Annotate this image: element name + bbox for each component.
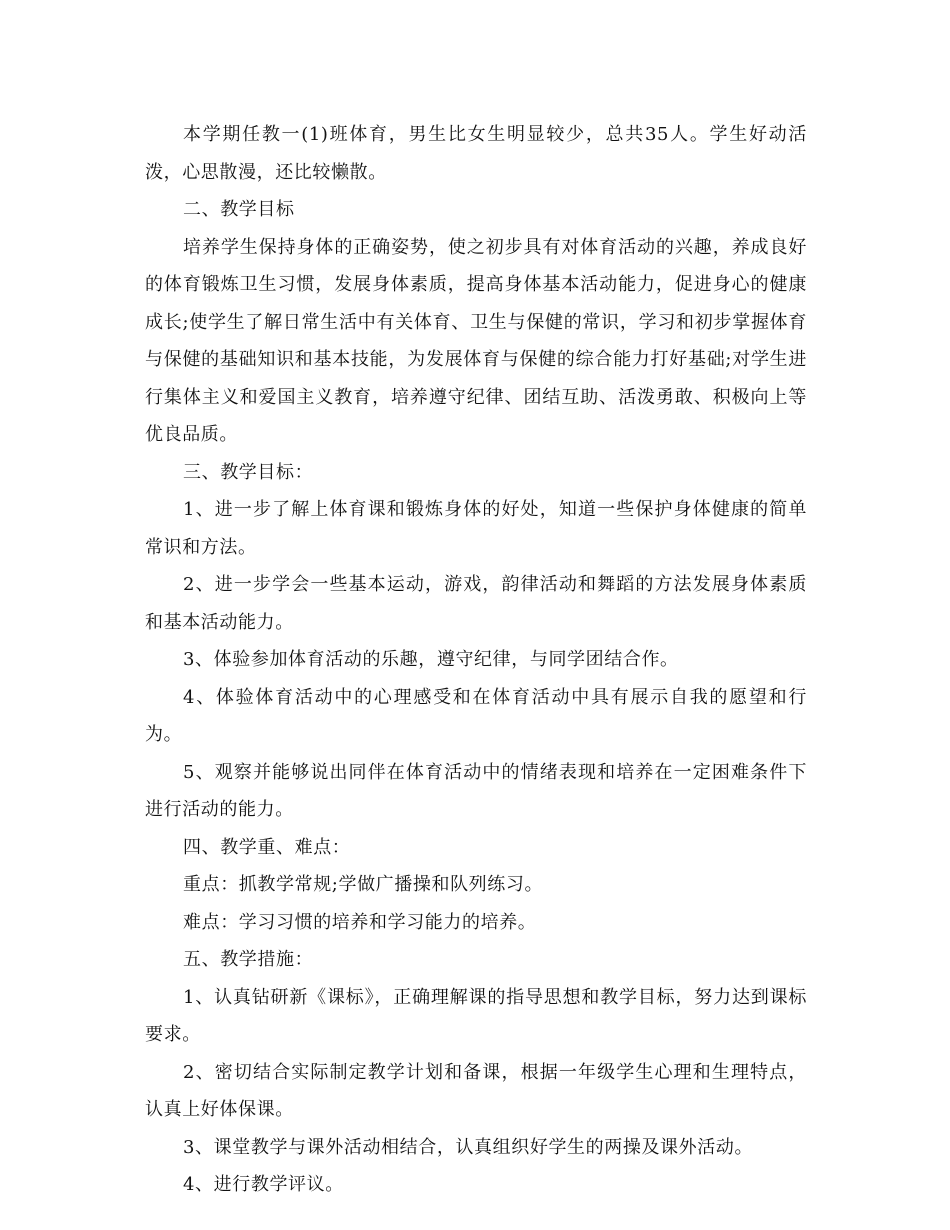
heading-key-points: 四、教学重、难点： [183,836,351,858]
objective-item-5: 5、观察并能够说出同伴在体育活动中的情绪表现和培养在一定困难条件下进行活动的能力。 [145,761,807,820]
objective-item-3: 3、体验参加体育活动的乐趣，遵守纪律，与同学团结合作。 [183,649,679,670]
heading-teaching-measures: 五、教学措施： [183,949,314,970]
objective-item-2: 2、进一步学会一些基本运动，游戏，韵律活动和舞蹈的方法发展身体素质和基本活动能力。 [145,574,807,633]
key-point-difficulty: 难点：学习习惯的培养和学习能力的培养。 [183,911,537,933]
heading-teaching-objectives: 三、教学目标： [183,461,314,483]
document-body [145,116,807,1204]
measure-item-3: 3、课堂教学与课外活动相结合，认真组织好学生的两操及课外活动。 [183,1136,754,1158]
paragraph-class-overview: 本学期任教一(1)班体育，男生比女生明显较少，总共35人。学生好动活泼，心思散漫，还比较懒散。 [145,124,807,183]
objective-item-1: 1、进一步了解上体育课和锻炼身体的好处，知道一些保护身体健康的简单常识和方法。 [145,499,807,558]
paragraph-goals-description: 培养学生保持身体的正确姿势，使之初步具有对体育活动的兴趣，养成良好的体育锻炼卫生习惯，发展身体素质，提高身体基本活动能力，促进身心的健康成长;使学生了解日常生活中有关体育、卫生与保健的常识，学习和初步掌握体育与保健的基础知识和基本技能，为发展体育与保健的综合能力打好基础;对学生进行集体主义和爱国主义教育，培养遵守纪律、团结互助、活泼勇敢、积极向上等优良品质。 [145,236,807,445]
measure-item-2: 2、密切结合实际制定教学计划和备课，根据一年级学生心理和生理特点，认真上好体保课。 [145,1061,807,1120]
measure-item-1: 1、认真钻研新《课标》，正确理解课的指导思想和教学目标，努力达到课标要求。 [145,986,807,1045]
measure-item-4: 4、进行教学评议。 [183,1174,344,1195]
heading-teaching-goals: 二、教学目标 [183,199,295,220]
key-point-focus: 重点：抓教学常规;学做广播操和队列练习。 [183,874,544,895]
objective-item-4: 4、体验体育活动中的心理感受和在体育活动中具有展示自我的愿望和行为。 [145,686,807,745]
